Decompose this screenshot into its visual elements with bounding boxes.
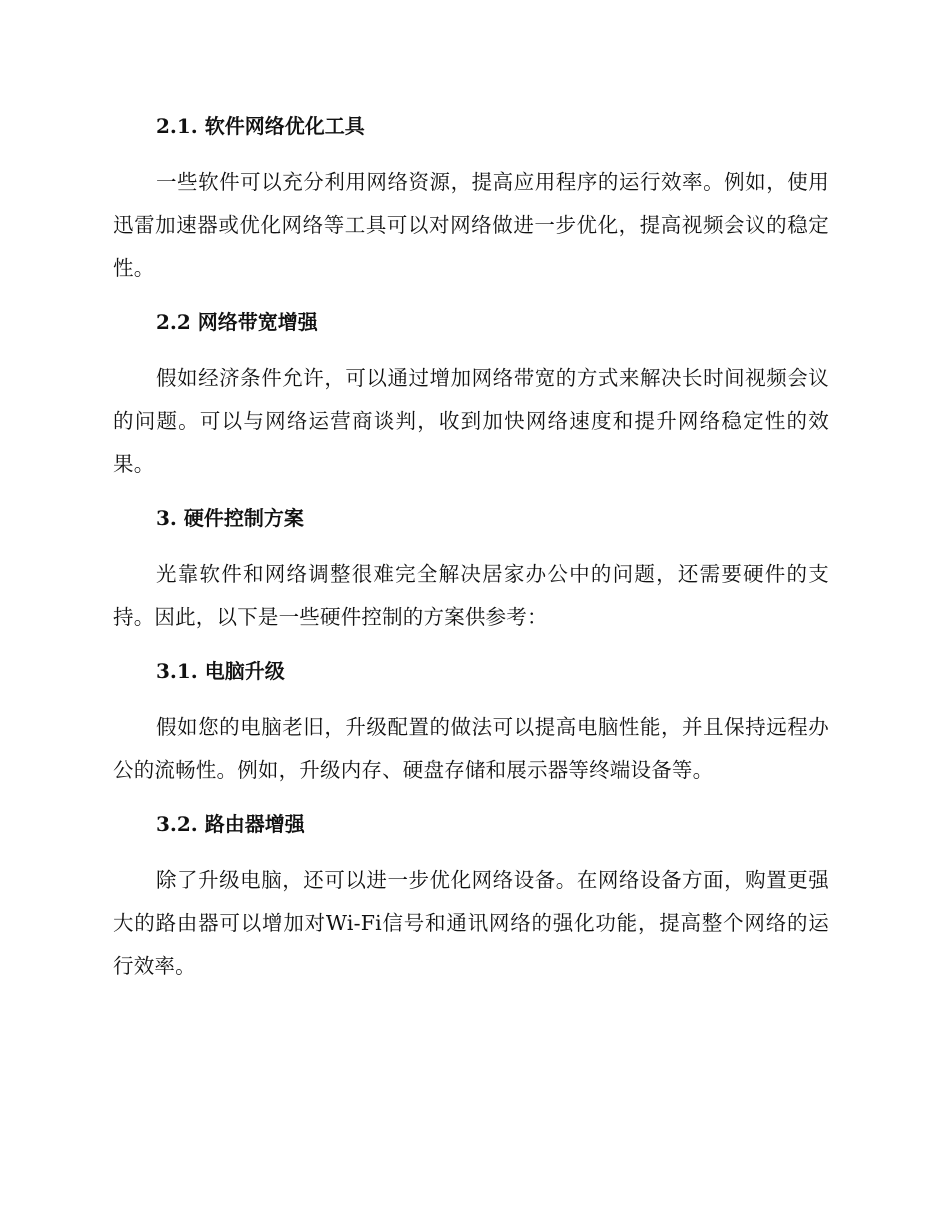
section-heading: 3. 硬件控制方案 xyxy=(156,506,304,530)
section-paragraph: 除了升级电脑，还可以进一步优化网络设备。在网络设备方面，购置更强大的路由器可以增加对Wi-Fi信号和通讯网络的强化功能，提高整个网络的运行效率。 xyxy=(113,868,829,978)
section-paragraph: 假如您的电脑老旧，升级配置的做法可以提高电脑性能，并且保持远程办公的流畅性。例如，升级内存、硬盘存储和展示器等终端设备等。 xyxy=(113,715,829,782)
section-paragraph: 假如经济条件允许，可以通过增加网络带宽的方式来解决长时间视频会议的问题。可以与网络运营商谈判，收到加快网络速度和提升网络稳定性的效果。 xyxy=(113,366,829,476)
section-heading: 2.2 网络带宽增强 xyxy=(156,310,318,334)
document-page xyxy=(113,110,829,988)
section-heading: 2.1. 软件网络优化工具 xyxy=(156,114,365,138)
section-heading: 3.1. 电脑升级 xyxy=(156,659,285,683)
section-heading: 3.2. 路由器增强 xyxy=(156,812,305,836)
section-paragraph: 光靠软件和网络调整很难完全解决居家办公中的问题，还需要硬件的支持。因此，以下是一些硬件控制的方案供参考： xyxy=(113,562,829,629)
section-paragraph: 一些软件可以充分利用网络资源，提高应用程序的运行效率。例如，使用迅雷加速器或优化网络等工具可以对网络做进一步优化，提高视频会议的稳定性。 xyxy=(113,170,829,280)
